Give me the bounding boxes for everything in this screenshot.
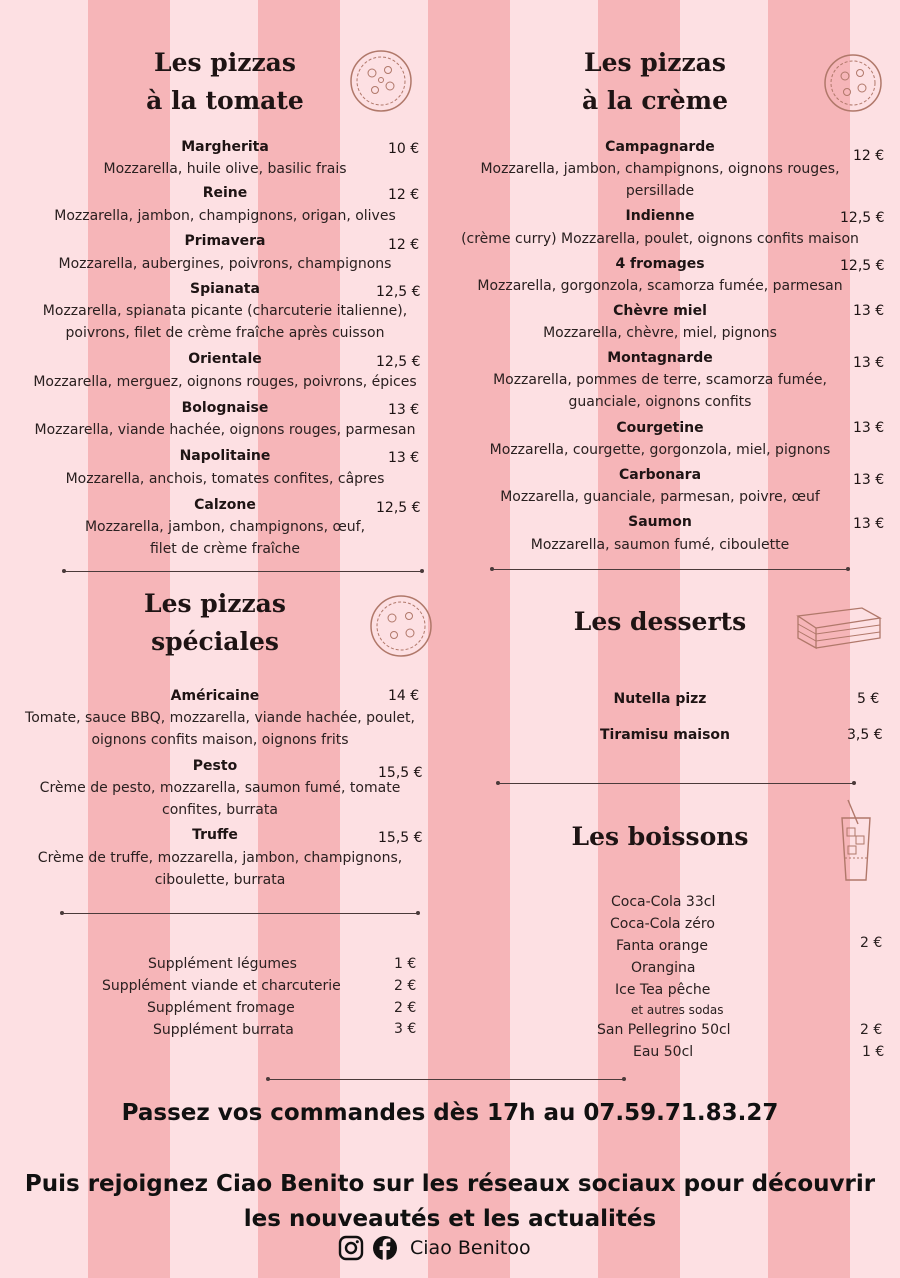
supplement-label: Supplément viande et charcuterie xyxy=(102,978,341,994)
item-name: Pesto xyxy=(192,758,238,774)
item-price: 3,5 € xyxy=(847,727,883,743)
item-name: Reine xyxy=(202,185,248,201)
item-desc: Crème de truffe, mozzarella, jambon, champignons, xyxy=(37,850,403,866)
item-desc: Mozzarella, merguez, oignons rouges, poivrons, épices xyxy=(33,374,417,390)
item-desc: Crème de pesto, mozzarella, saumon fumé, tomate xyxy=(39,780,401,796)
drink-label: Fanta orange xyxy=(616,938,709,954)
item-name: Montagnarde xyxy=(607,350,713,366)
item-price: 12 € xyxy=(388,237,420,253)
item-name: Américaine xyxy=(170,688,260,704)
section-divider xyxy=(498,783,854,784)
section-divider xyxy=(64,571,422,572)
speciales-title: Les pizzas spéciales xyxy=(144,589,286,656)
drink-label: Coca-Cola 33cl xyxy=(611,894,716,910)
social-handle[interactable]: Ciao Benitoo xyxy=(410,1237,531,1259)
item-desc: Mozzarella, jambon, champignons, oignons rouges, xyxy=(480,161,840,177)
item-price: 13 € xyxy=(853,355,885,371)
item-price: 13 € xyxy=(853,420,885,436)
item-desc: persillade xyxy=(625,183,695,199)
item-desc: Mozzarella, anchois, tomates confites, câpres xyxy=(65,471,385,487)
item-price: 13 € xyxy=(853,303,885,319)
drink-label: Coca-Cola zéro xyxy=(610,916,715,932)
item-price: 15,5 € xyxy=(378,830,423,846)
item-price: 12,5 € xyxy=(376,354,421,370)
item-price: 15,5 € xyxy=(378,765,423,781)
drink-note: et autres sodas xyxy=(631,1003,724,1017)
facebook-icon[interactable] xyxy=(372,1235,398,1261)
pizza-icon xyxy=(368,593,434,659)
social-invite-2: les nouveautés et les actualités xyxy=(243,1206,657,1232)
item-price: 13 € xyxy=(853,516,885,532)
social-links xyxy=(338,1234,531,1262)
item-name: Nutella pizz xyxy=(613,691,707,707)
item-price: 12,5 € xyxy=(840,210,885,226)
drink-price: 1 € xyxy=(862,1044,885,1060)
item-desc: guanciale, oignons confits xyxy=(568,394,752,410)
item-name: Saumon xyxy=(628,514,692,530)
item-desc: Mozzarella, huile olive, basilic frais xyxy=(103,161,347,177)
item-name: 4 fromages xyxy=(615,256,705,272)
item-desc: (crème curry) Mozzarella, poulet, oignons confits maison xyxy=(461,231,859,247)
item-name: Orientale xyxy=(188,351,262,367)
drink-label: Eau 50cl xyxy=(633,1044,694,1060)
item-name: Spianata xyxy=(190,281,260,297)
item-price: 13 € xyxy=(853,472,885,488)
item-name: Truffe xyxy=(192,827,238,843)
item-name: Margherita xyxy=(181,139,269,155)
item-price: 10 € xyxy=(388,141,420,157)
drink-price: 2 € xyxy=(860,935,883,951)
item-desc: ciboulette, burrata xyxy=(154,872,286,888)
item-desc: Mozzarella, gorgonzola, scamorza fumée, parmesan xyxy=(477,278,843,294)
item-desc: Mozzarella, aubergines, poivrons, champignons xyxy=(58,256,392,272)
item-desc: Mozzarella, chèvre, miel, pignons xyxy=(543,325,777,341)
item-name: Primavera xyxy=(184,233,266,249)
item-desc: Mozzarella, courgette, gorgonzola, miel, pignons xyxy=(489,442,831,458)
item-price: 12 € xyxy=(853,148,885,164)
item-desc: poivrons, filet de crème fraîche après cuisson xyxy=(65,325,385,341)
drink-label: Ice Tea pêche xyxy=(615,982,711,998)
desserts-title: Les desserts xyxy=(573,607,747,636)
item-desc: filet de crème fraîche xyxy=(149,541,300,557)
item-desc: Mozzarella, jambon, champignons, œuf, xyxy=(84,519,366,535)
pizza-icon xyxy=(348,48,414,114)
item-name: Courgetine xyxy=(616,420,704,436)
item-name: Campagnarde xyxy=(605,139,715,155)
order-info: Passez vos commandes dès 17h au 07.59.71.83.27 xyxy=(121,1100,779,1126)
item-price: 14 € xyxy=(388,688,420,704)
tiramisu-icon xyxy=(792,600,884,652)
item-price: 13 € xyxy=(388,402,420,418)
supplement-label: Supplément burrata xyxy=(153,1022,294,1038)
supplement-label: Supplément fromage xyxy=(147,1000,295,1016)
drink-price: 2 € xyxy=(860,1022,883,1038)
pizza-icon xyxy=(822,52,884,114)
item-desc: Mozzarella, spianata picante (charcuterie italienne), xyxy=(42,303,408,319)
item-price: 5 € xyxy=(857,691,880,707)
supplement-label: Supplément légumes xyxy=(148,956,297,972)
item-desc: oignons confits maison, oignons frits xyxy=(91,732,349,748)
item-desc: confites, burrata xyxy=(162,802,278,818)
item-desc: Mozzarella, saumon fumé, ciboulette xyxy=(530,537,790,553)
item-price: 12 € xyxy=(388,187,420,203)
section-divider xyxy=(62,913,418,914)
creme-title: Les pizzas à la crème xyxy=(582,48,728,115)
item-desc: Mozzarella, viande hachée, oignons rouges, parmesan xyxy=(34,422,416,438)
item-name: Napolitaine xyxy=(179,448,271,464)
drink-label: San Pellegrino 50cl xyxy=(597,1022,731,1038)
item-name: Carbonara xyxy=(618,467,702,483)
item-price: 13 € xyxy=(388,450,420,466)
item-price: 12,5 € xyxy=(376,284,421,300)
item-price: 12,5 € xyxy=(840,258,885,274)
item-desc: Mozzarella, pommes de terre, scamorza fumée, xyxy=(493,372,827,388)
tomate-title: Les pizzas à la tomate xyxy=(146,48,304,115)
social-invite: Puis rejoignez Ciao Benito sur les réseaux sociaux pour découvrir xyxy=(24,1171,876,1197)
item-desc: Mozzarella, guanciale, parmesan, poivre, œuf xyxy=(500,489,820,505)
supplement-price: 3 € xyxy=(394,1021,417,1037)
item-name: Tiramisu maison xyxy=(599,727,730,743)
item-price: 12,5 € xyxy=(376,500,421,516)
item-name: Calzone xyxy=(194,497,256,513)
item-desc: Mozzarella, jambon, champignons, origan, olives xyxy=(54,208,396,224)
section-divider xyxy=(268,1079,624,1080)
drink-label: Orangina xyxy=(631,960,696,976)
boissons-title: Les boissons xyxy=(571,822,749,851)
instagram-icon[interactable] xyxy=(338,1235,364,1261)
iced-drink-icon xyxy=(834,798,878,884)
supplement-price: 1 € xyxy=(394,956,417,972)
supplement-price: 2 € xyxy=(394,978,417,994)
item-desc: Tomate, sauce BBQ, mozzarella, viande hachée, poulet, xyxy=(25,710,415,726)
section-divider xyxy=(492,569,848,570)
item-name: Chèvre miel xyxy=(613,303,707,319)
item-name: Indienne xyxy=(625,208,695,224)
supplement-price: 2 € xyxy=(394,1000,417,1016)
item-name: Bolognaise xyxy=(181,400,269,416)
